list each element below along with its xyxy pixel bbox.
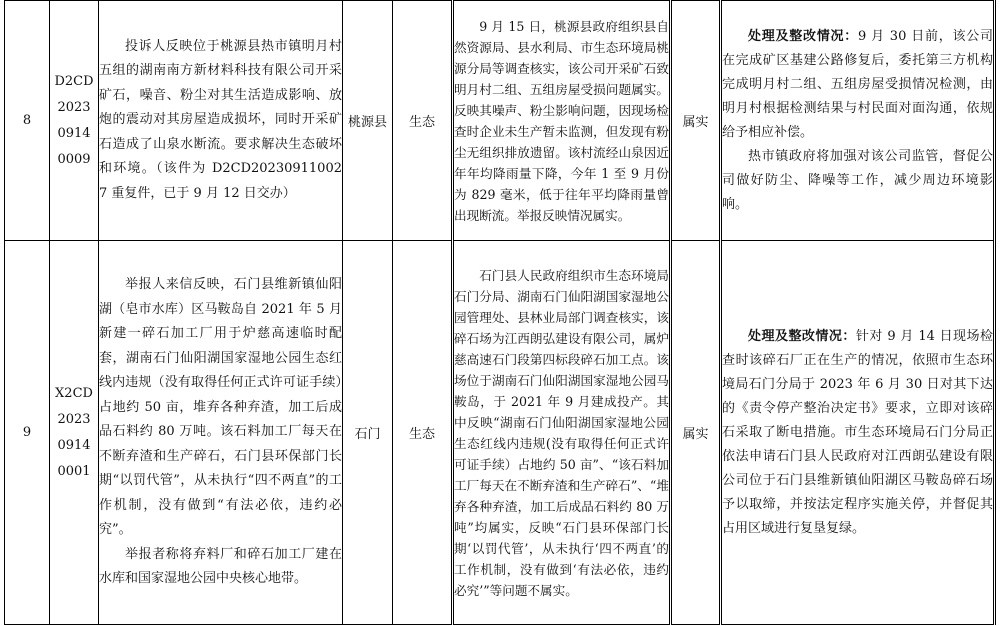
complaint-table [4,0,996,625]
case-code: X2CD 2023 0914 0001 [50,241,99,625]
complaint-content: 举报人来信反映，石门县维新镇仙阳湖（皂市水库）区马鞍岛自 2021 年 5 月新建一碎石加工厂用于炉慈高速临时配套，湖南石门仙阳湖国家湿地公园生态红线内违规（没有取得任何正式许可证手续）占地约 50 亩，堆弃各种弃渣，加工后成品石料约 80 万吨。该石料加工厂每天在不断弃渣和生产碎石，石门县环保部门长期“以罚代管”，从未执行“四不两直”的工作机制，没有做到“有法必依，违约必究”。 举报者称将弃料厂和碎石加工厂建在水库和国家湿地公园中央核心地带。 [99,241,343,625]
pollution-type: 生态 [393,241,453,625]
handling-label: 处理及整改情况： [748,328,856,344]
row-number: 8 [5,1,50,241]
verdict: 属实 [671,241,721,625]
county: 石门 [343,241,393,625]
handling-result: 处理及整改情况：针对 9 月 14 日现场检查时该碎石厂正在生产的情况，依照市生态环境局石门分局于 2023 年 6 月 30 日对其下达的《责令停产整治决定书》要求，立即对该碎石采取了断电措施。市生态环境局石门分局正依法申请石门县人民政府对江西朗弘建设有限公司位于石门县维新镇仙阳湖区马鞍岛碎石场予以取缔，并按法定程序实施关停，并督促其占用区域进行复垦复绿。 [721,241,995,625]
verdict: 属实 [671,1,721,241]
investigation-result: 9 月 15 日，桃源县政府组织县自然资源局、县水利局、市生态环境局桃源分局等调查核实，该公司开采矿石致明月村二组、五组房屋受损问题属实。反映其噪声、粉尘影响问题，因现场检查时企业未生产暂未监测，但发现有粉尘无组织排放遗留。该村流经山泉因近年年均降雨量下降，今年 1 至 9 月份为 829 毫米，低于往年平均降雨量曾出现断流。举报反映情况属实。 [453,1,671,241]
complaint-content: 投诉人反映位于桃源县热市镇明月村五组的湖南南方新材料科技有限公司开采矿石，噪音、粉尘对其生活造成影响、放炮的震动对其房屋造成损坏，同时开采矿石造成了山泉水断流。要求解决生态破坏和环境。（该件为 D2CD20230911002 7 重复件，已于 9 月 12 日交办） [99,1,343,241]
pollution-type: 生态 [393,1,453,241]
table-row [5,241,995,625]
county: 桃源县 [343,1,393,241]
case-code: D2CD 2023 0914 0009 [50,1,99,241]
table-row [5,1,995,241]
handling-result: 处理及整改情况：9 月 30 日前，该公司在完成矿区基建公路修复后，委托第三方机构完成明月村二组、五组房屋受损情况检测，由明月村根据检测结果与村民面对面沟通，依规给予相应补偿。 热市镇政府将加强对该公司监管，督促公司做好防尘、降噪等工作，减少周边环境影响。 [721,1,995,241]
row-number: 9 [5,241,50,625]
investigation-result: 石门县人民政府组织市生态环境局石门分局、湖南石门仙阳湖国家湿地公园管理处、县林业局部门调查核实，该碎石场为江西朗弘建设有限公司，属炉慈高速石门段第四标段碎石加工点。该场位于湖南石门仙阳湖国家湿地公园马鞍岛，于 2021 年 9 月建成投产。其中反映“湖南石门仙阳湖国家湿地公园生态红线内违规(没有取得任何正式许可证手续）占地约 50 亩”、“该石料加工厂每天在不断弃渣和生产碎石”、“堆弃各种弃渣，加工后成品石料约 80 万吨”均属实，反映“石门县环保部门长期‘以罚代管’，从未执行‘四不两直’的工作机制，没有做到‘有法必依，违约必究’”等问题不属实。 [453,241,671,625]
handling-label: 处理及整改情况： [748,28,859,44]
